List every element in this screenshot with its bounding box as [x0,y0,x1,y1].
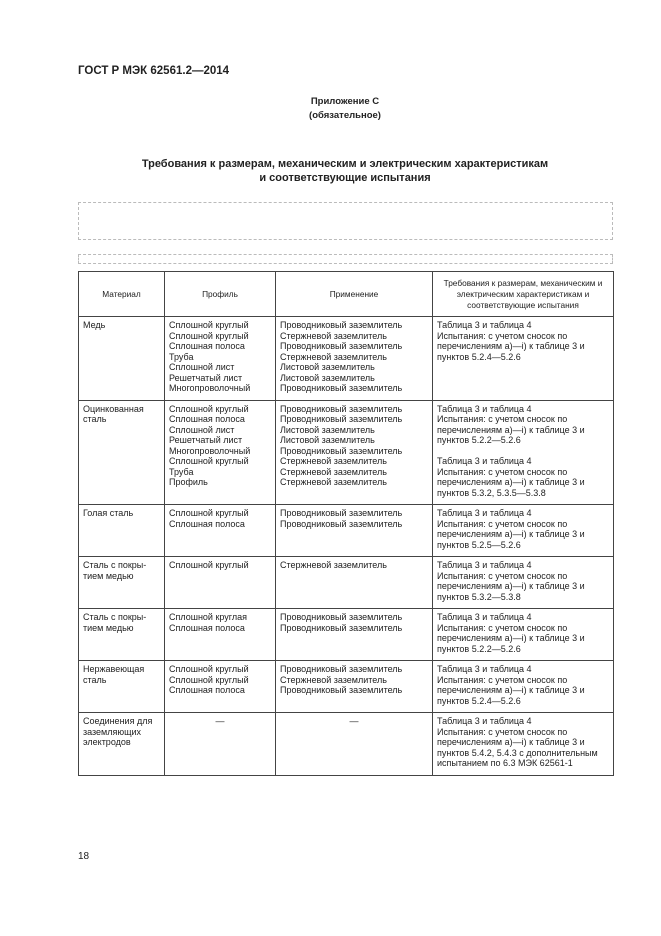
cell-material: Голая сталь [79,505,165,557]
cell-requirements: Таблица 3 и таблица 4 Испытания: с учетом сносок по перечислениям а)—i) к таблице 3 и пунктов 5.2.4—5.2.6 [433,317,614,401]
cell-requirements: Таблица 3 и таблица 4 Испытания: с учетом сносок по перечислениям а)—i) к таблице 3 и пунктов 5.4.2, 5.4.3 с дополнительным испытанием по 6.3 МЭК 62561-1 [433,713,614,776]
cell-material: Нержавеющая сталь [79,661,165,713]
cell-profile: Сплошной круглый Сплошная полоса Сплошной лист Решетчатый лист Многопроволочный Сплошной круглый Труба Профиль [165,400,276,505]
section-title-line-2: и соответствующие испытания [259,172,431,184]
cell-material: Оцинкованная сталь [79,400,165,505]
section-title-line-1: Требования к размерам, механическим и электрическим характеристикам [141,158,549,170]
table-row [79,661,614,713]
cell-requirements: Таблица 3 и таблица 4 Испытания: с учетом сносок по перечислениям а)—i) к таблице 3 и пунктов 5.2.2—5.2.6 Таблица 3 и таблица 4 Испытания: с учетом сносок по перечислениям а)—i) к таблице 3 и пунктов 5.3.2, 5.3.5—5.3.8 [433,400,614,505]
table-row [79,609,614,661]
table-row [79,713,614,776]
page-number: 18 [78,851,90,862]
table-header-row [79,272,614,317]
table-row [79,400,614,505]
appendix-heading [78,95,612,123]
table-row [79,505,614,557]
cell-profile: Сплошной круглый Сплошная полоса [165,505,276,557]
intro-paragraph-placeholder [78,202,613,240]
cell-usage: Проводниковый заземлитель Стержневой заземлитель Проводниковый заземлитель [276,661,433,713]
appendix-name: Приложение С [310,96,380,107]
document-id: ГОСТ Р МЭК 62561.2—2014 [78,65,230,77]
table-row [79,317,614,401]
cell-material: Медь [79,317,165,401]
table-row [79,557,614,609]
cell-profile: Сплошной круглый Сплошной круглый Сплошная полоса Труба Сплошной лист Решетчатый лист Многопроволочный [165,317,276,401]
header-requirements: Требования к размерам, механическим и электрическим характеристикам и соответствующие испытания [433,272,614,317]
header-usage: Применение [276,272,433,317]
appendix-status: (обязательное) [309,110,381,121]
requirements-table [78,271,614,776]
cell-usage: Проводниковый заземлитель Стержневой заземлитель Проводниковый заземлитель Стержневой заземлитель Листовой заземлитель Листовой заземлитель Проводниковый заземлитель [276,317,433,401]
section-title [78,157,612,185]
cell-requirements: Таблица 3 и таблица 4 Испытания: с учетом сносок по перечислениям а)—i) к таблице 3 и пунктов 5.3.2—5.3.8 [433,557,614,609]
cell-usage: — [276,713,433,776]
cell-material: Сталь с покры- тием медью [79,609,165,661]
cell-requirements: Таблица 3 и таблица 4 Испытания: с учетом сносок по перечислениям а)—i) к таблице 3 и пунктов 5.2.5—5.2.6 [433,505,614,557]
cell-profile: Сплошной круглая Сплошная полоса [165,609,276,661]
cell-profile: — [165,713,276,776]
cell-material: Соединения для заземляющих электродов [79,713,165,776]
header-profile: Профиль [165,272,276,317]
cell-usage: Проводниковый заземлитель Проводниковый заземлитель Листовой заземлитель Листовой заземлитель Проводниковый заземлитель Стержневой заземлитель Стержневой заземлитель Стержневой заземлитель [276,400,433,505]
cell-usage: Проводниковый заземлитель Проводниковый заземлитель [276,505,433,557]
cell-requirements: Таблица 3 и таблица 4 Испытания: с учетом сносок по перечислениям а)—i) к таблице 3 и пунктов 5.2.2—5.2.6 [433,609,614,661]
cell-profile: Сплошной круглый [165,557,276,609]
cell-requirements: Таблица 3 и таблица 4 Испытания: с учетом сносок по перечислениям а)—i) к таблице 3 и пунктов 5.2.4—5.2.6 [433,661,614,713]
table-caption-placeholder [78,254,613,264]
cell-profile: Сплошной круглый Сплошной круглый Сплошная полоса [165,661,276,713]
cell-material: Сталь с покры- тием медью [79,557,165,609]
cell-usage: Проводниковый заземлитель Проводниковый заземлитель [276,609,433,661]
cell-usage: Стержневой заземлитель [276,557,433,609]
header-material: Материал [79,272,165,317]
